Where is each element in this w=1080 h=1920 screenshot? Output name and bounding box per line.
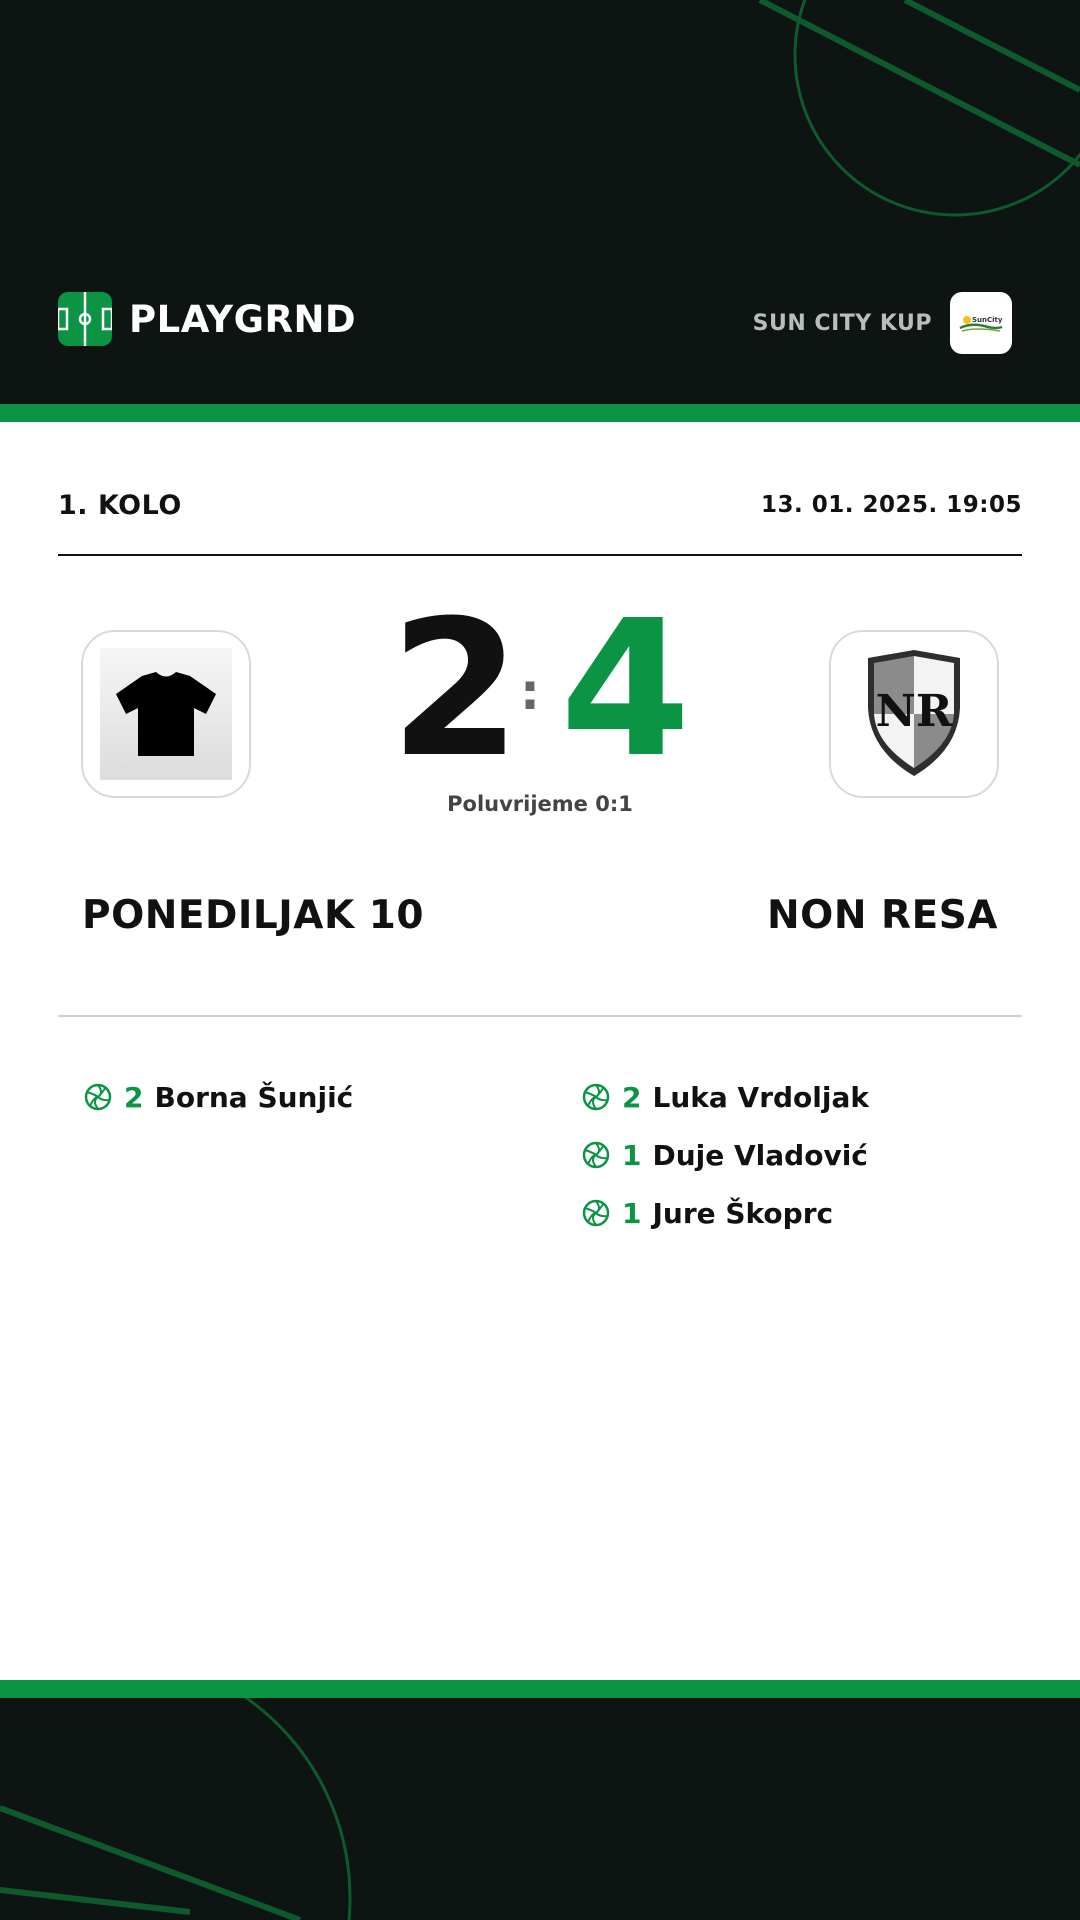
pitch-icon [58, 292, 112, 346]
round-label: 1. KOLO [58, 490, 182, 521]
match-datetime: 13. 01. 2025. 19:05 [761, 492, 1022, 518]
ball-icon [582, 1199, 610, 1227]
away-scorers-list [582, 1068, 869, 1242]
competition-name: SUN CITY KUP [752, 310, 932, 336]
competition [753, 292, 1012, 354]
scorer-name: Jure Škoprc [652, 1196, 834, 1230]
scorer-goals: 2 [622, 1080, 642, 1114]
scorer-row [582, 1126, 869, 1184]
ball-icon [84, 1083, 112, 1111]
scorer-goals: 2 [124, 1080, 144, 1114]
svg-text:SunCity: SunCity [972, 316, 1003, 324]
competition-logo [950, 292, 1012, 354]
svg-text:NR: NR [875, 686, 953, 737]
pitch-lines-decoration [0, 1698, 1080, 1920]
shield-icon [854, 644, 974, 784]
ball-icon [582, 1141, 610, 1169]
scorer-goals: 1 [622, 1138, 642, 1172]
scorer-row [582, 1184, 869, 1242]
brand-name: PLAYGRND [129, 297, 357, 341]
meta-divider [58, 554, 1022, 556]
sun-city-logo-icon [958, 308, 1004, 338]
score-separator: : [520, 663, 540, 721]
home-team-badge [81, 630, 251, 798]
footer [0, 1698, 1080, 1920]
home-scorers-list [84, 1068, 353, 1126]
header-stripe [0, 404, 1080, 422]
header [0, 0, 1080, 404]
scorer-row [84, 1068, 353, 1126]
halftime-score: Poluvrijeme 0:1 [447, 792, 633, 816]
scorer-name: Borna Šunjić [154, 1080, 354, 1114]
away-team-badge [829, 630, 999, 798]
scoreboard [390, 580, 691, 799]
home-score: 2 [390, 580, 521, 799]
shirt-icon [100, 648, 232, 780]
scorer-name: Luka Vrdoljak [652, 1080, 869, 1114]
scorer-name: Duje Vladović [652, 1138, 868, 1172]
away-score: 4 [560, 580, 691, 799]
scorers-divider [58, 1015, 1022, 1017]
home-team-name: PONEDILJAK 10 [82, 893, 425, 938]
away-team-name: NON RESA [767, 893, 998, 938]
scorer-goals: 1 [622, 1196, 642, 1230]
brand [58, 292, 356, 346]
scorer-row [582, 1068, 869, 1126]
footer-stripe [0, 1680, 1080, 1698]
ball-icon [582, 1083, 610, 1111]
